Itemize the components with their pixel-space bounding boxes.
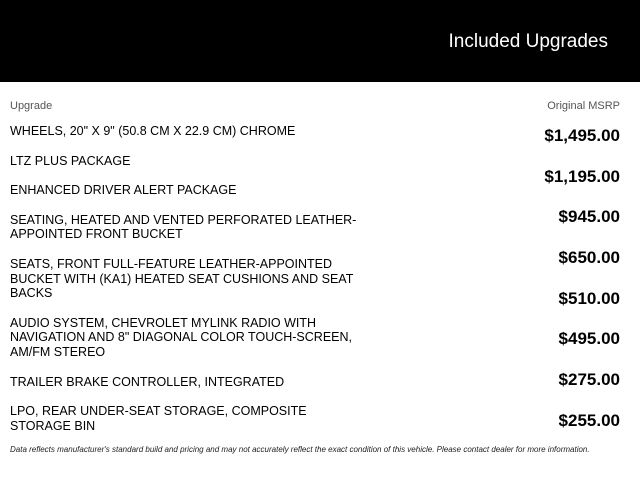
upgrade-item: TRAILER BRAKE CONTROLLER, INTEGRATED [10, 374, 285, 389]
price-value: $255.00 [558, 410, 620, 430]
upgrade-item: WHEELS, 20" X 9" (50.8 CM X 22.9 CM) CHROME [10, 124, 296, 138]
price-value: $495.00 [558, 329, 620, 349]
price-value: $510.00 [558, 288, 620, 308]
price-value: $1,195.00 [544, 166, 620, 186]
upgrade-column-header: Upgrade [10, 100, 53, 112]
upgrade-item: LTZ PLUS PACKAGE [10, 153, 131, 168]
upgrade-item: SEATING, HEATED AND VENTED PERFORATED LEATHER-APPOINTED FRONT BUCKET [10, 212, 357, 242]
msrp-column-header: Original MSRP [547, 100, 620, 112]
price-list [420, 126, 620, 452]
upgrade-list [10, 124, 370, 448]
price-value: $945.00 [558, 207, 620, 227]
price-value: $1,495.00 [544, 126, 620, 145]
upgrade-item: LPO, REAR UNDER-SEAT STORAGE, COMPOSITE STORAGE BIN [10, 404, 307, 433]
upgrade-item: ENHANCED DRIVER ALERT PACKAGE [10, 183, 237, 198]
header-bar [0, 0, 640, 82]
page-title: Included Upgrades [448, 31, 608, 52]
price-value: $275.00 [558, 370, 620, 390]
upgrade-item: SEATS, FRONT FULL-FEATURE LEATHER-APPOINTED BUCKET WITH (KA1) HEATED SEAT CUSHIONS AND SEAT BACKS [10, 256, 354, 301]
upgrade-item: AUDIO SYSTEM, CHEVROLET MYLINK RADIO WITH NAVIGATION AND 8" DIAGONAL COLOR TOUCH-SCREEN, AM/FM STEREO [10, 315, 352, 359]
disclaimer-text: Data reflects manufacturer's standard build and pricing and may not accurately reflect the exact condition of this vehicle. Please contact dealer for more information. [10, 445, 590, 454]
price-value: $650.00 [558, 248, 620, 268]
